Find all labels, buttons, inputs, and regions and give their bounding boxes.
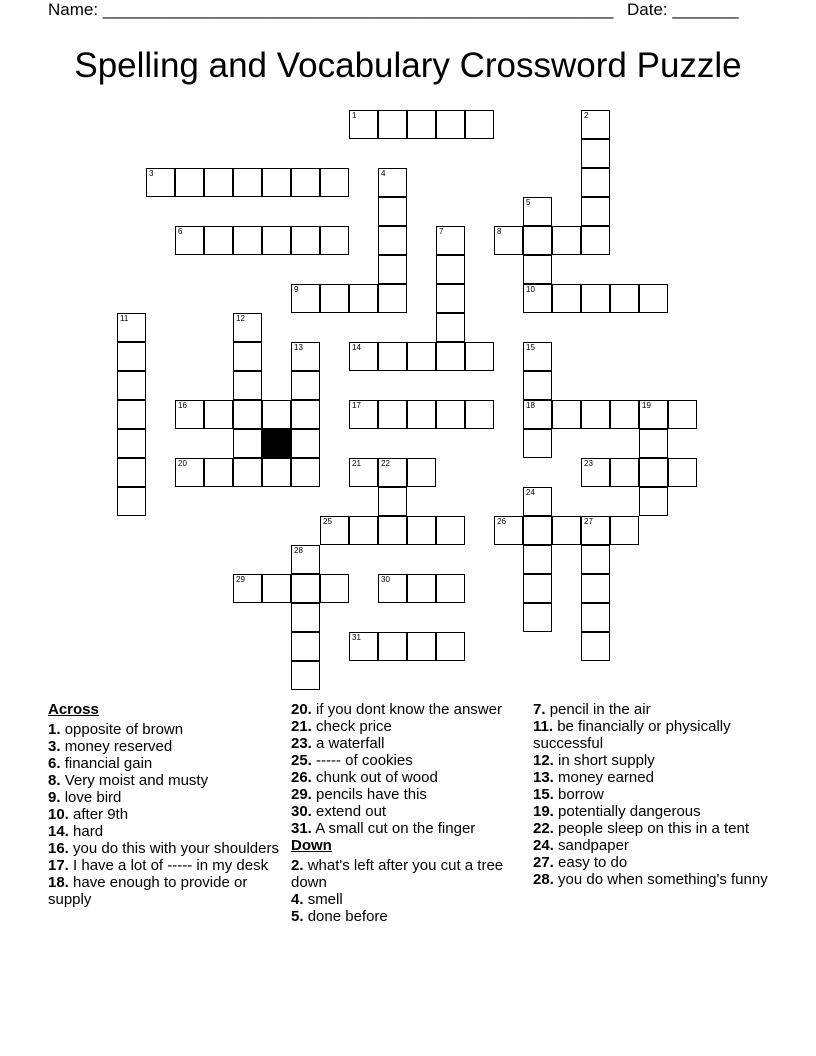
clue-number: 10. [48,806,69,823]
grid-cell[interactable] [523,400,552,429]
clue-number: 23. [291,735,312,752]
grid-cell[interactable] [349,516,378,545]
grid-cell[interactable] [175,168,204,197]
grid-cell[interactable] [233,574,262,603]
clue-item [533,820,769,837]
cell-number: 23 [584,459,593,468]
grid-cell[interactable] [610,516,639,545]
cell-number: 25 [323,517,332,526]
grid-cell[interactable] [581,574,610,603]
grid-cell[interactable] [291,342,320,371]
cell-number: 4 [381,169,386,178]
clue-item [48,772,284,789]
grid-cell[interactable] [581,632,610,661]
grid-cell[interactable] [378,110,407,139]
cell-number: 9 [294,285,299,294]
clue-item [48,789,284,806]
grid-cell[interactable] [436,632,465,661]
clue-column-1 [48,701,284,908]
clue-number: 20. [291,701,312,718]
grid-cell[interactable] [117,458,146,487]
clue-text: chunk out of wood [316,769,438,786]
grid-cell[interactable] [378,516,407,545]
grid-cell[interactable] [378,226,407,255]
cell-number: 17 [352,401,361,410]
clue-text: if you dont know the answer [316,701,502,718]
grid-cell[interactable] [610,458,639,487]
clue-number: 11. [533,718,554,735]
grid-cell[interactable] [349,400,378,429]
clue-item [291,891,523,908]
grid-cell[interactable] [117,342,146,371]
clue-text: check price [316,718,392,735]
grid-cell[interactable] [291,371,320,400]
clue-item [533,786,769,803]
grid-cell[interactable] [581,197,610,226]
grid-cell[interactable] [581,168,610,197]
grid-cell[interactable] [639,429,668,458]
clue-text: what's left after you cut a tree down [291,857,504,891]
clue-item [291,820,523,837]
clue-number: 6. [48,755,61,772]
clue-text: have enough to provide or supply [48,874,248,908]
grid-cell[interactable] [291,632,320,661]
clue-number: 8. [48,772,61,789]
name-line: Name: ______________________________________________________ [48,0,614,19]
clue-item [48,823,284,840]
cell-number: 27 [584,517,593,526]
clue-number: 14. [48,823,69,840]
grid-cell[interactable] [639,487,668,516]
clue-item [533,769,769,786]
clue-item [48,840,284,857]
grid-cell[interactable] [378,400,407,429]
clue-number: 17. [48,857,69,874]
grid-cell[interactable] [523,429,552,458]
clue-item [48,755,284,772]
cell-number: 30 [381,575,390,584]
clue-item [533,854,769,871]
grid-cell[interactable] [117,429,146,458]
cell-number: 26 [497,517,506,526]
grid-cell[interactable] [233,400,262,429]
grid-cell[interactable] [291,400,320,429]
grid-cell[interactable] [233,168,262,197]
grid-cell[interactable] [378,168,407,197]
grid-cell[interactable] [436,313,465,342]
clue-item [291,752,523,769]
clue-text: I have a lot of ----- in my desk [73,857,269,874]
grid-cell[interactable] [349,284,378,313]
grid-cell[interactable] [320,168,349,197]
clue-text: opposite of brown [64,721,184,738]
grid-cell[interactable] [436,400,465,429]
cell-number: 12 [236,314,245,323]
grid-cell[interactable] [291,458,320,487]
across-heading: Across [48,701,99,718]
grid-cell[interactable] [349,458,378,487]
grid-cell[interactable] [639,400,668,429]
grid-cell[interactable] [204,458,233,487]
clue-text: financial gain [64,755,153,772]
clue-item [533,837,769,854]
grid-cell[interactable] [233,313,262,342]
grid-cell[interactable] [639,284,668,313]
clue-number: 27. [533,854,554,871]
grid-cell[interactable] [175,458,204,487]
grid-cell[interactable] [523,603,552,632]
grid-cell[interactable] [523,255,552,284]
grid-cell[interactable] [378,487,407,516]
grid-cell[interactable] [581,545,610,574]
grid-cell[interactable] [523,516,552,545]
grid-cell[interactable] [233,226,262,255]
clue-column-3 [533,701,769,888]
clue-text: money earned [558,769,654,786]
grid-cell[interactable] [523,574,552,603]
cell-number: 21 [352,459,361,468]
grid-cell[interactable] [407,632,436,661]
grid-cell[interactable] [262,458,291,487]
grid-cell[interactable] [407,516,436,545]
grid-cell[interactable] [291,574,320,603]
cell-number: 7 [439,227,444,236]
grid-cell[interactable] [552,516,581,545]
clue-item [291,718,523,735]
grid-cell[interactable] [407,574,436,603]
grid-cell[interactable] [407,400,436,429]
grid-cell[interactable] [436,284,465,313]
grid-cell[interactable] [175,226,204,255]
grid-cell[interactable] [291,168,320,197]
grid-cell[interactable] [523,284,552,313]
grid-cell[interactable] [610,400,639,429]
cell-number: 14 [352,343,361,352]
cell-number: 5 [526,198,531,207]
clue-number: 15. [533,786,554,803]
grid-cell[interactable] [523,197,552,226]
grid-cell[interactable] [552,284,581,313]
grid-cell[interactable] [117,487,146,516]
cell-number: 19 [642,401,651,410]
grid-cell[interactable] [378,632,407,661]
grid-cell[interactable] [233,342,262,371]
clue-number: 4. [291,891,304,908]
clue-text: people sleep on this in a tent [558,820,750,837]
clue-text: in short supply [558,752,655,769]
grid-cell[interactable] [552,400,581,429]
clue-item [533,701,769,718]
grid-cell[interactable] [523,487,552,516]
grid-cell[interactable] [117,400,146,429]
clue-number: 1. [48,721,61,738]
clue-item [533,718,769,752]
grid-cell[interactable] [581,139,610,168]
clue-text: a waterfall [316,735,385,752]
grid-cell[interactable] [233,458,262,487]
grid-cell[interactable] [465,400,494,429]
grid-cell[interactable] [523,342,552,371]
grid-cell[interactable] [436,110,465,139]
grid-cell[interactable] [117,313,146,342]
grid-cell[interactable] [233,371,262,400]
grid-cell[interactable] [581,603,610,632]
grid-cell[interactable] [262,226,291,255]
clue-number: 5. [291,908,304,925]
black-square [262,429,291,458]
clue-number: 28. [533,871,554,888]
clue-number: 18. [48,874,69,891]
clue-item [48,874,284,908]
clue-number: 25. [291,752,312,769]
grid-cell[interactable] [320,226,349,255]
grid-cell[interactable] [407,110,436,139]
grid-cell[interactable] [581,400,610,429]
clue-text: easy to do [558,854,628,871]
clue-item [291,701,523,718]
grid-cell[interactable] [204,400,233,429]
clue-item [48,806,284,823]
cell-number: 24 [526,488,535,497]
grid-cell[interactable] [436,226,465,255]
cell-number: 15 [526,343,535,352]
grid-cell[interactable] [378,284,407,313]
clue-number: 30. [291,803,312,820]
cell-number: 16 [178,401,187,410]
clue-text: you do this with your shoulders [73,840,279,857]
date-line: Date: _______ [627,0,739,19]
grid-cell[interactable] [436,342,465,371]
grid-cell[interactable] [204,168,233,197]
clue-number: 13. [533,769,554,786]
clue-item [533,871,769,888]
grid-cell[interactable] [610,284,639,313]
grid-cell[interactable] [378,458,407,487]
cell-number: 31 [352,633,361,642]
clue-text: A small cut on the finger [315,820,476,837]
grid-cell[interactable] [291,603,320,632]
grid-cell[interactable] [668,400,697,429]
clue-column-2 [291,701,523,925]
grid-cell[interactable] [291,284,320,313]
clue-item [48,738,284,755]
grid-cell[interactable] [581,110,610,139]
grid-cell[interactable] [378,255,407,284]
clue-number: 24. [533,837,554,854]
grid-cell[interactable] [117,371,146,400]
clue-text: Very moist and musty [64,772,209,789]
grid-cell[interactable] [407,342,436,371]
cell-number: 8 [497,227,502,236]
clue-item [291,908,523,925]
clue-text: pencil in the air [549,701,651,718]
grid-cell[interactable] [639,458,668,487]
clue-number: 3. [48,738,61,755]
clue-text: smell [307,891,343,908]
grid-cell[interactable] [262,400,291,429]
grid-cell[interactable] [175,400,204,429]
grid-cell[interactable] [581,516,610,545]
grid-cell[interactable] [523,226,552,255]
grid-cell[interactable] [436,255,465,284]
clue-text: money reserved [64,738,173,755]
grid-cell[interactable] [204,226,233,255]
clue-text: pencils have this [316,786,427,803]
clue-item [291,786,523,803]
cell-number: 3 [149,169,154,178]
grid-cell[interactable] [262,168,291,197]
grid-cell[interactable] [407,458,436,487]
grid-cell[interactable] [465,110,494,139]
clue-number: 26. [291,769,312,786]
clue-item [48,721,284,738]
clue-text: hard [73,823,104,840]
grid-cell[interactable] [668,458,697,487]
grid-cell[interactable] [494,226,523,255]
grid-cell[interactable] [291,545,320,574]
page-title: Spelling and Vocabulary Crossword Puzzle [74,46,742,85]
clue-number: 31. [291,820,312,837]
clue-number: 22. [533,820,554,837]
cell-number: 11 [120,314,129,323]
grid-cell[interactable] [320,516,349,545]
clue-number: 21. [291,718,312,735]
grid-cell[interactable] [436,516,465,545]
clue-text: be financially or physically successful [533,718,731,752]
clue-number: 12. [533,752,554,769]
cell-number: 10 [526,285,535,294]
grid-cell[interactable] [581,458,610,487]
grid-cell[interactable] [378,197,407,226]
grid-cell[interactable] [291,226,320,255]
grid-cell[interactable] [378,342,407,371]
grid-cell[interactable] [349,342,378,371]
clue-number: 2. [291,857,304,874]
grid-cell[interactable] [523,371,552,400]
grid-cell[interactable] [436,574,465,603]
down-heading: Down [291,837,332,854]
grid-cell[interactable] [146,168,175,197]
grid-cell[interactable] [378,574,407,603]
clue-number: 9. [48,789,61,806]
grid-cell[interactable] [320,284,349,313]
clue-item [533,803,769,820]
clue-item [291,769,523,786]
cell-number: 13 [294,343,303,352]
cell-number: 1 [352,111,357,120]
grid-cell[interactable] [320,574,349,603]
cell-number: 22 [381,459,390,468]
clue-text: ----- of cookies [316,752,413,769]
grid-cell[interactable] [523,545,552,574]
clue-number: 29. [291,786,312,803]
clue-item [291,735,523,752]
clue-text: after 9th [73,806,129,823]
clue-item [533,752,769,769]
clue-item [291,803,523,820]
clue-text: borrow [558,786,604,803]
grid-cell[interactable] [262,574,291,603]
cell-number: 20 [178,459,187,468]
clue-text: you do when something's funny [558,871,768,888]
grid-cell[interactable] [291,661,320,690]
grid-cell[interactable] [233,429,262,458]
clue-item [48,857,284,874]
clue-number: 7. [533,701,546,718]
clue-number: 19. [533,803,554,820]
clue-number: 16. [48,840,69,857]
clue-item [291,857,523,891]
cell-number: 2 [584,111,589,120]
clue-text: love bird [64,789,122,806]
cell-number: 18 [526,401,535,410]
grid-cell[interactable] [581,226,610,255]
cell-number: 28 [294,546,303,555]
grid-cell[interactable] [349,632,378,661]
clue-text: potentially dangerous [558,803,701,820]
cell-number: 29 [236,575,245,584]
grid-cell[interactable] [581,284,610,313]
cell-number: 6 [178,227,183,236]
grid-cell[interactable] [349,110,378,139]
clue-text: extend out [316,803,387,820]
grid-cell[interactable] [465,342,494,371]
grid-cell[interactable] [291,429,320,458]
clue-text: done before [307,908,388,925]
clue-text: sandpaper [558,837,629,854]
grid-cell[interactable] [552,226,581,255]
grid-cell[interactable] [494,516,523,545]
